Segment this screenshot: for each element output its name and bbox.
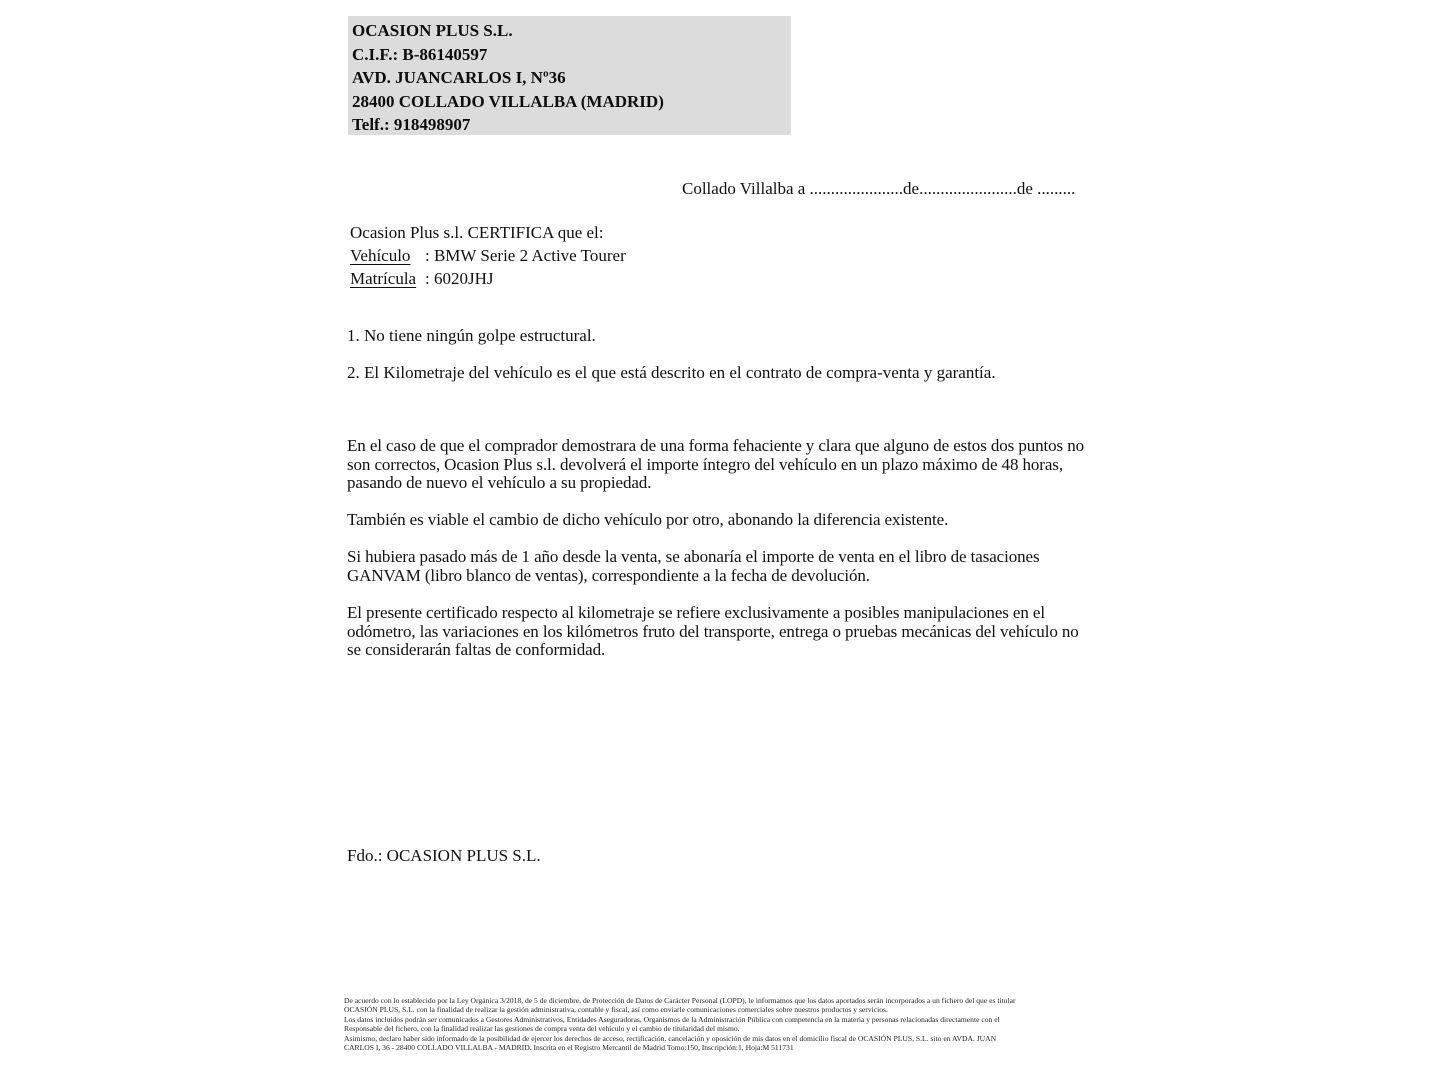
company-name: OCASION PLUS S.L. [352, 21, 513, 40]
legal-line: OCASIÓN PLUS, S.L. con la finalidad de realizar la gestión administrativa, contable y fiscal, así como enviarle comunicaciones comerciales sobre nuestros productos y servicios. [344, 1005, 888, 1015]
company-header-box [348, 16, 791, 135]
point-mileage: 2. El Kilometraje del vehículo es el que está descrito en el contrato de compra-venta y garantía. [347, 363, 996, 382]
company-phone: Telf.: 918498907 [352, 115, 471, 134]
company-city: 28400 COLLADO VILLALBA (MADRID) [352, 91, 664, 111]
paragraph-refund: En el caso de que el comprador demostrara de una forma fehaciente y clara que alguno de estos dos puntos no son correctos, Ocasion Plus s.l. devolverá el importe íntegro del vehículo en un plazo máximo de 48 horas, pasando de nuevo el vehículo a su propiedad. [347, 436, 1085, 492]
certificate-block [350, 221, 626, 290]
vehicle-label: Vehículo [350, 246, 411, 265]
company-address: AVD. JUANCARLOS I, Nº36 [352, 68, 566, 87]
legal-line: Los datos incluidos podrán ser comunicados a Gestores Administrativos, Entidades Aseguradoras, Organismos de la Administración Pública con competencia en la materia y personas relacionadas directamente con el [344, 1014, 1000, 1024]
date-line: Collado Villalba a ......................de.......................de ......... [682, 179, 1076, 198]
legal-footer [344, 996, 1084, 1052]
legal-line: De acuerdo con lo establecido por la Ley Orgánica 3/2018, de 5 de diciembre, de Protección de Datos de Carácter Personal (LOPD), le informamos que los datos aportados serán incorporados a un fichero del que es titular [344, 996, 1016, 1005]
company-cif: C.I.F.: B-86140597 [352, 44, 488, 64]
paragraph-odometer: El presente certificado respecto al kilometraje se refiere exclusivamente a posibles manipulaciones en el odómetro, las variaciones en los kilómetros fruto del transporte, entrega o pruebas mecánicas del vehículo no se considerarán faltas de conformidad. [347, 603, 1079, 659]
vehicle-row [350, 244, 626, 267]
legal-line: Asimismo, declaro haber sido informado de la posibilidad de ejercer los derechos de acceso, rectificación, cancelación y oposición de mis datos en el domicilio fiscal de OCASIÓN PLUS, S.L. sito en AVDA. JUAN [344, 1033, 997, 1043]
legal-line: Responsable del fichero, con la finalidad realizar las gestiones de compra venta del vehículo y el cambio de titularidad del mismo. [344, 1024, 740, 1034]
plate-row [350, 267, 626, 290]
certificate-intro: Ocasion Plus s.l. CERTIFICA que el: [350, 223, 604, 242]
point-structural: 1. No tiene ningún golpe estructural. [347, 326, 596, 345]
vehicle-value: : BMW Serie 2 Active Tourer [425, 246, 626, 265]
plate-value: : 6020JHJ [425, 269, 494, 288]
plate-label: Matrícula [350, 269, 417, 288]
legal-line: CARLOS I, 36 - 28400 COLLADO VILLALBA - MADRID. Inscrita en el Registro Mercantil de Madrid Tomo:150, Inscripción:1, Hoja:M 511731 [344, 1043, 794, 1053]
paragraph-exchange: También es viable el cambio de dicho vehículo por otro, abonando la diferencia existente. [347, 510, 949, 529]
signature-line: Fdo.: OCASION PLUS S.L. [347, 846, 541, 865]
paragraph-ganvam: Si hubiera pasado más de 1 año desde la venta, se abonaría el importe de venta en el libro de tasaciones GANVAM (libro blanco de ventas), correspondiente a la fecha de devolución. [347, 547, 1040, 585]
